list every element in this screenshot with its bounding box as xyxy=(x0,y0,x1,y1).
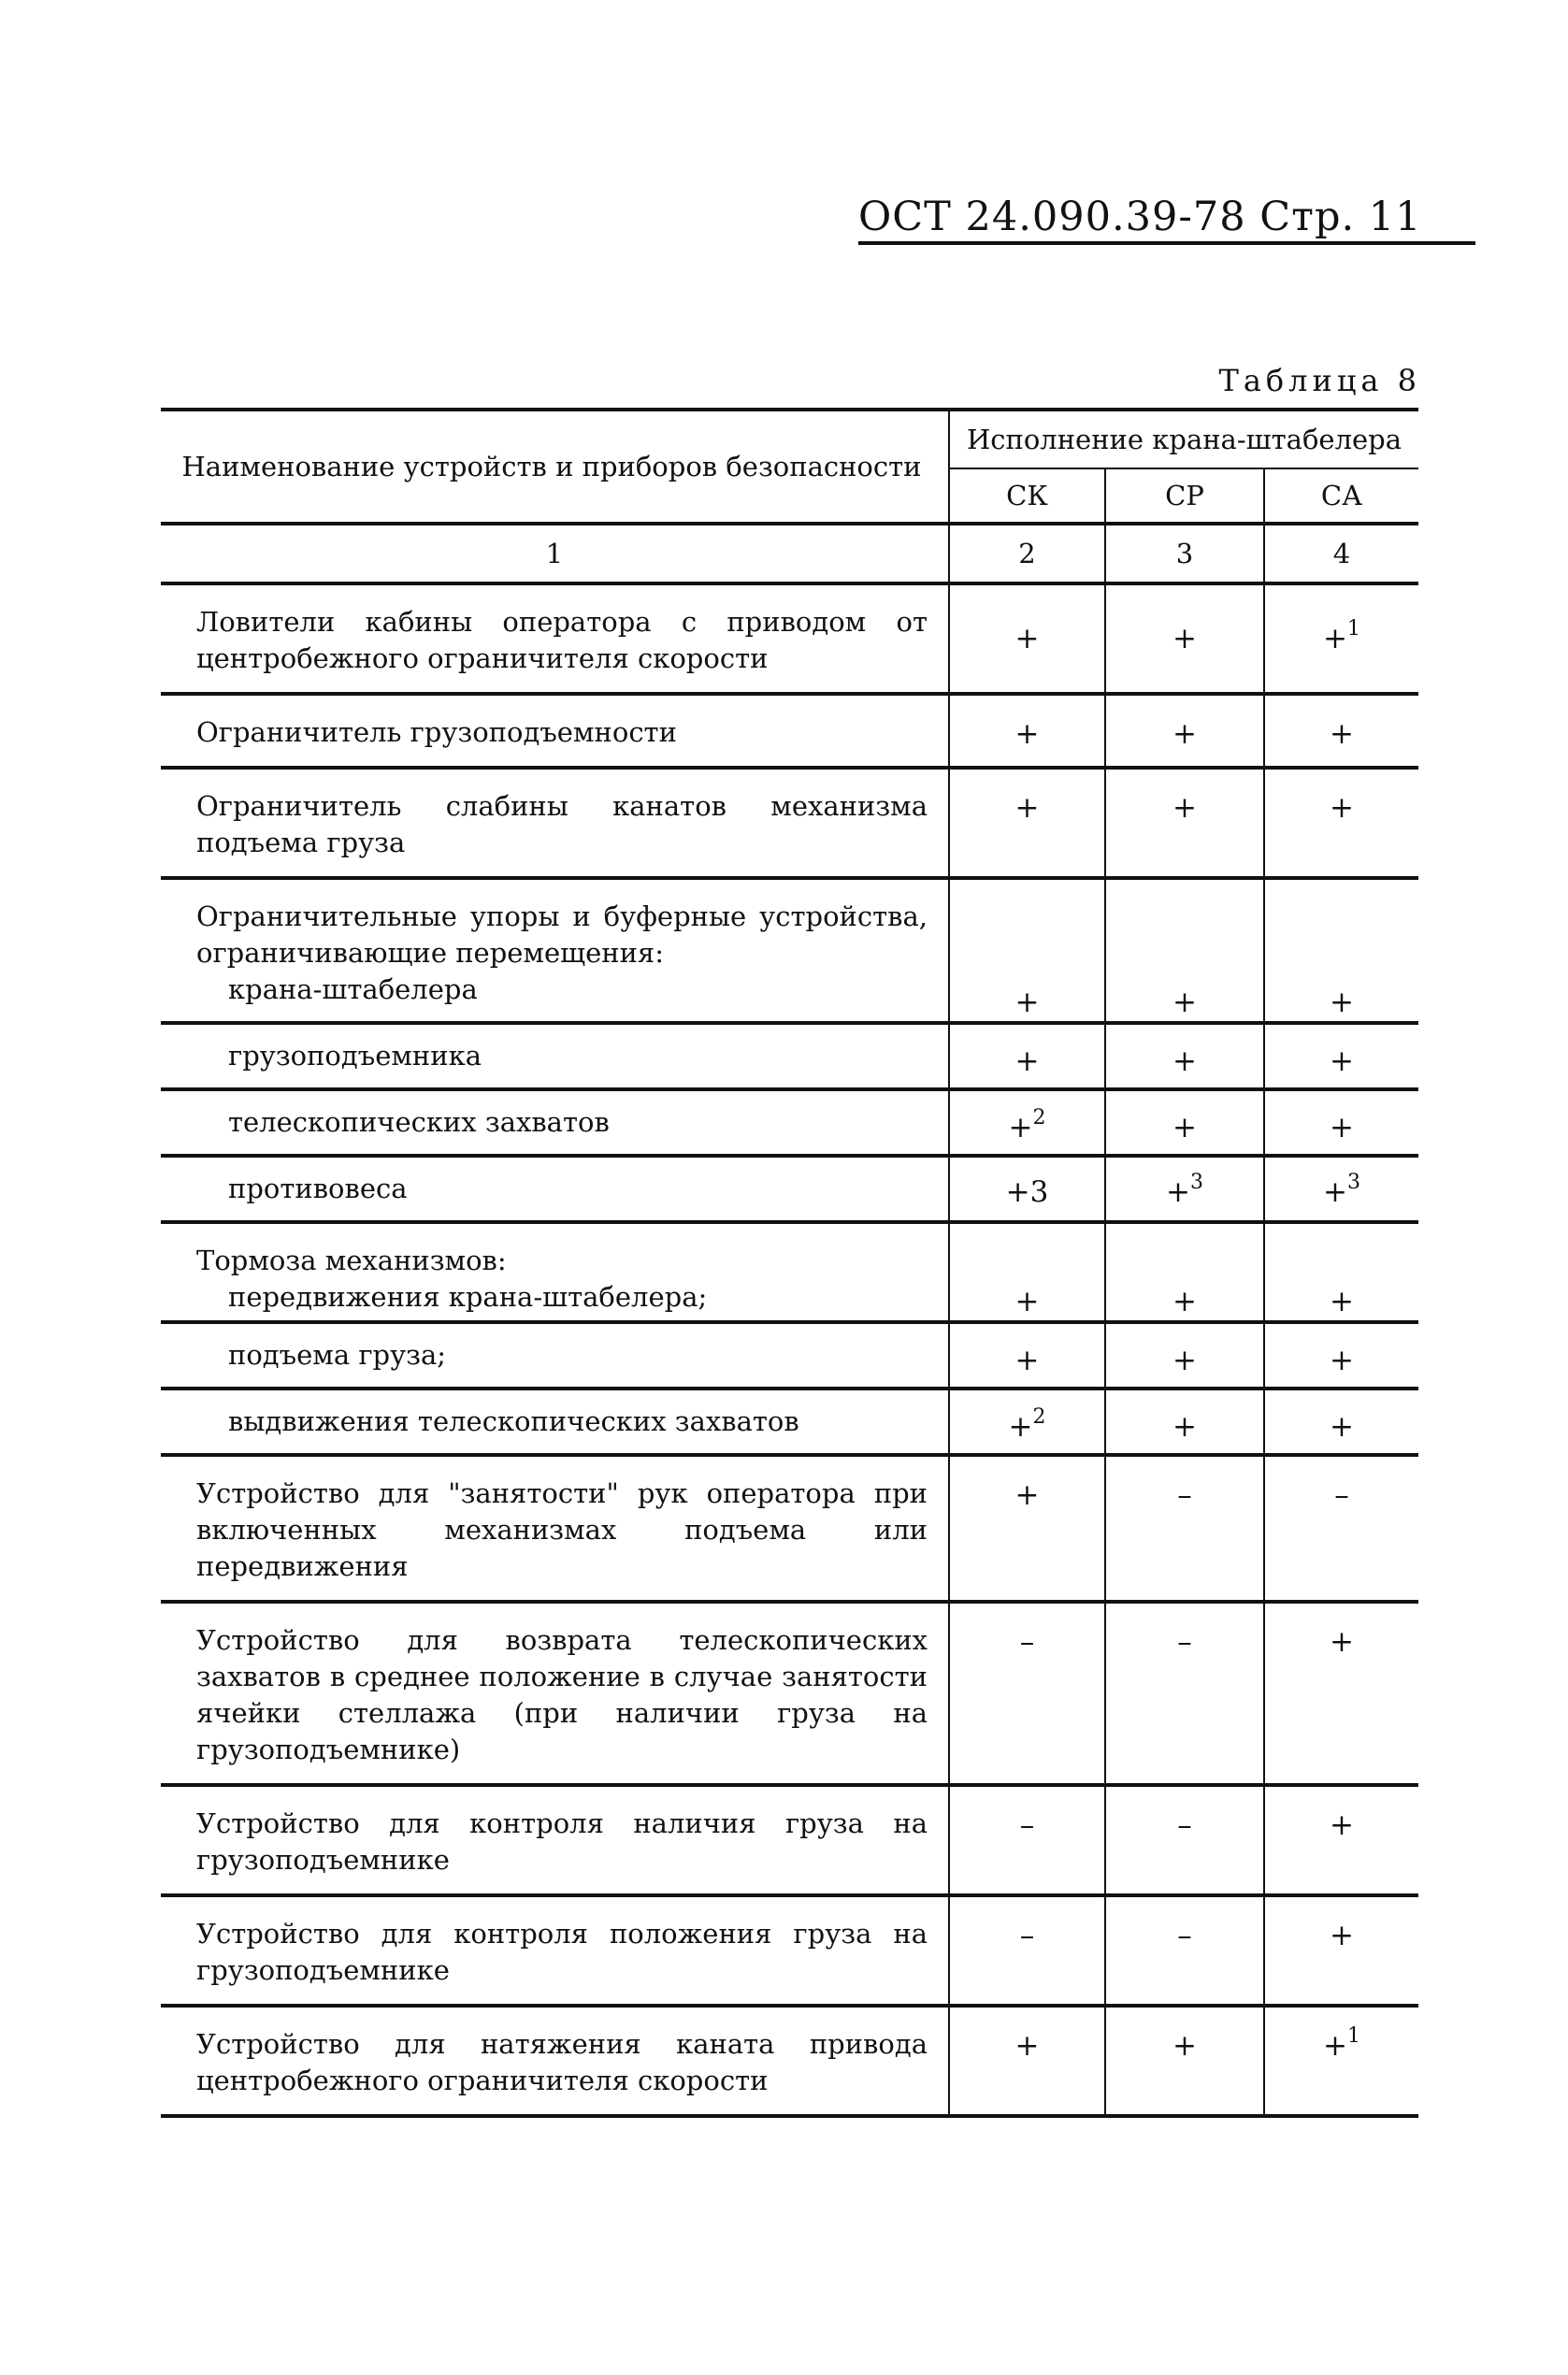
value-sr: + xyxy=(1105,2006,1264,2116)
footnote-mark: 1 xyxy=(1346,2024,1360,2048)
value-sa: + xyxy=(1264,694,1418,768)
value-sr: + xyxy=(1105,1389,1264,1455)
value-sk: + xyxy=(949,1023,1105,1089)
device-name: выдвижения телескопических захватов xyxy=(161,1389,949,1455)
value-sr: +$^3$ xyxy=(1105,1156,1264,1222)
table-row xyxy=(161,1222,1418,1322)
value-sk: + xyxy=(949,2006,1105,2116)
value-sa: + xyxy=(1264,1785,1418,1895)
value-sa: + xyxy=(1264,1389,1418,1455)
value-sa: + xyxy=(1264,1322,1418,1389)
value-sa: – xyxy=(1264,1455,1418,1602)
value-sk: + xyxy=(949,583,1105,694)
device-name: Устройство для контроля наличия груза на грузоподъемнике xyxy=(161,1785,949,1895)
footnote-mark: 3 xyxy=(1346,1171,1360,1194)
value-sr: – xyxy=(1105,1785,1264,1895)
table-row xyxy=(161,1895,1418,2006)
table-row xyxy=(161,1023,1418,1089)
value-sa: +$^1$ xyxy=(1264,583,1418,694)
table-label: Таблица 8 xyxy=(1218,363,1421,398)
table-row xyxy=(161,768,1418,878)
value-sk: + xyxy=(949,878,1105,1023)
safety-devices-table xyxy=(161,408,1418,2118)
value-sk: + xyxy=(949,1222,1105,1322)
device-name: грузоподъемника xyxy=(161,1023,949,1089)
table-row xyxy=(161,1156,1418,1222)
value-sk: + xyxy=(949,694,1105,768)
value-sk: + xyxy=(949,1322,1105,1389)
value-sa: + xyxy=(1264,1895,1418,2006)
table-row xyxy=(161,1322,1418,1389)
table-row xyxy=(161,1389,1418,1455)
table-row xyxy=(161,1455,1418,1602)
value-sk: – xyxy=(949,1895,1105,2006)
value-sr: + xyxy=(1105,768,1264,878)
column-header-sk: СК xyxy=(949,468,1105,524)
value-sa: + xyxy=(1264,1089,1418,1156)
device-name: Ограничитель грузоподъемности xyxy=(161,694,949,768)
device-name: Устройство для контроля положения груза на грузоподъемнике xyxy=(161,1895,949,2006)
table-row xyxy=(161,1089,1418,1156)
column-number: 3 xyxy=(1105,524,1264,583)
value-sr: + xyxy=(1105,1089,1264,1156)
value-sa: + xyxy=(1264,1222,1418,1322)
column-group-header: Исполнение крана-штабелера xyxy=(949,410,1418,468)
device-name: Устройство для "занятости" рук оператора при включенных механизмах подъема или передвижения xyxy=(161,1455,949,1602)
value-sr: + xyxy=(1105,1023,1264,1089)
value-sr: + xyxy=(1105,694,1264,768)
value-sa: + xyxy=(1264,1023,1418,1089)
footnote-mark: 2 xyxy=(1032,1405,1046,1429)
device-name: Ограничительные упоры и буферные устройства, ограничивающие перемещения: крана-штабелера xyxy=(161,878,949,1023)
value-sr: – xyxy=(1105,1455,1264,1602)
document-header: ОСТ 24.090.39-78 Стр. 11 xyxy=(858,193,1475,245)
column-header-name: Наименование устройств и приборов безопасности xyxy=(161,410,949,524)
device-name: телескопических захватов xyxy=(161,1089,949,1156)
value-sk: +$^2$ xyxy=(949,1389,1105,1455)
column-number-row xyxy=(161,524,1418,583)
column-header-sa: СА xyxy=(1264,468,1418,524)
table-row xyxy=(161,1785,1418,1895)
value-sa: + xyxy=(1264,1602,1418,1785)
column-number: 2 xyxy=(949,524,1105,583)
device-name: Тормоза механизмов: передвижения крана-штабелера; xyxy=(161,1222,949,1322)
value-sr: + xyxy=(1105,583,1264,694)
footnote-mark: 3 xyxy=(1189,1171,1203,1194)
value-sk: +$^2$ xyxy=(949,1089,1105,1156)
footnote-mark: 1 xyxy=(1346,617,1360,641)
value-sr: + xyxy=(1105,1322,1264,1389)
value-sa: +$^1$ xyxy=(1264,2006,1418,2116)
value-sr: – xyxy=(1105,1602,1264,1785)
value-sk: – xyxy=(949,1602,1105,1785)
device-name: Устройство для натяжения каната привода центробежного ограничителя скорости xyxy=(161,2006,949,2116)
value-sa: +$^3$ xyxy=(1264,1156,1418,1222)
table-row xyxy=(161,1602,1418,1785)
device-subitem: передвижения крана-штабелера; xyxy=(228,1281,708,1313)
device-name: Ловители кабины оператора с приводом от центробежного ограничителя скорости xyxy=(161,583,949,694)
value-sa: + xyxy=(1264,768,1418,878)
device-name: подъема груза; xyxy=(161,1322,949,1389)
value-sk: + xyxy=(949,1455,1105,1602)
value-sa: + xyxy=(1264,878,1418,1023)
device-subitem: крана-штабелера xyxy=(228,973,478,1005)
table-row xyxy=(161,878,1418,1023)
table-row xyxy=(161,694,1418,768)
table-row xyxy=(161,583,1418,694)
column-header-sr: СР xyxy=(1105,468,1264,524)
device-name: противовеса xyxy=(161,1156,949,1222)
value-sk: – xyxy=(949,1785,1105,1895)
device-name: Ограничитель слабины канатов механизма подъема груза xyxy=(161,768,949,878)
footnote-mark: 2 xyxy=(1032,1106,1046,1130)
value-sk: + xyxy=(949,768,1105,878)
column-number: 1 xyxy=(161,524,949,583)
column-number: 4 xyxy=(1264,524,1418,583)
value-sr: + xyxy=(1105,878,1264,1023)
value-sr: + xyxy=(1105,1222,1264,1322)
value-sr: – xyxy=(1105,1895,1264,2006)
device-name: Устройство для возврата телескопических захватов в среднее положение в случае занятости ячейки стеллажа (при наличии груза на грузоподъемнике) xyxy=(161,1602,949,1785)
value-sk: +3 xyxy=(949,1156,1105,1222)
table-row xyxy=(161,2006,1418,2116)
